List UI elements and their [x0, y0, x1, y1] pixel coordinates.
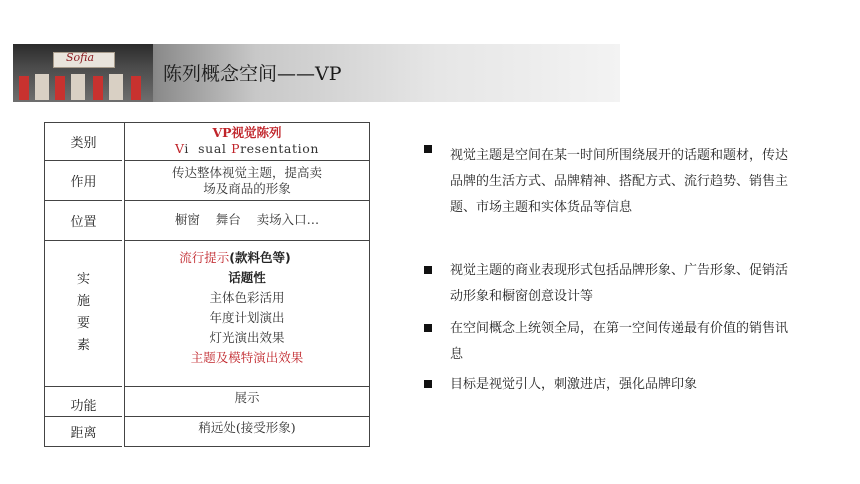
header-banner — [13, 44, 620, 102]
square-bullet-icon — [424, 324, 432, 332]
vp-table — [44, 122, 370, 446]
row-value-position: 橱窗 舞台 卖场入口… — [124, 200, 370, 240]
row-label-position: 位置 — [44, 200, 122, 240]
bullet-item: 在空间概念上统领全局，在第一空间传递最有价值的销售讯息 — [424, 316, 792, 368]
row-value-role: 展示 — [124, 386, 370, 416]
store-photo — [13, 44, 153, 102]
bullet-item: 目标是视觉引人，刺激进店，强化品牌印象 — [424, 372, 792, 398]
row-value-function: 传达整体视觉主题，提高卖 场及商品的形象 — [124, 160, 370, 200]
row-value-elements: 流行提示(款料色等) 话题性 主体色彩活用 年度计划演出 灯光演出效果 主题及模特演出效果 — [124, 240, 370, 386]
square-bullet-icon — [424, 145, 432, 153]
square-bullet-icon — [424, 266, 432, 274]
store-sign-text: Sofia — [66, 51, 95, 64]
model-effect: 主题及模特演出效果 — [190, 350, 304, 365]
row-label-elements: 实 施 要 素 — [44, 240, 122, 386]
row-label-role: 功能 — [44, 386, 122, 416]
bullet-item: 视觉主题的商业表现形式包括品牌形象、广告形象、促销活动形象和橱窗创意设计等 — [424, 258, 792, 310]
square-bullet-icon — [424, 380, 432, 388]
category-en: Vi sual Presentation — [175, 141, 319, 156]
category-cn: VP视觉陈列 — [212, 125, 282, 140]
row-label-category: 类别 — [44, 122, 122, 160]
row-value-distance: 稍远处(接受形象) — [124, 416, 370, 446]
row-label-distance: 距离 — [44, 416, 122, 446]
page-title: 陈列概念空间——VP — [163, 63, 342, 85]
store-sign — [53, 52, 115, 68]
row-value-category — [124, 122, 370, 160]
row-label-function: 作用 — [44, 160, 122, 200]
bullet-item: 视觉主题是空间在某一时间所围绕展开的话题和题材，传达品牌的生活方式、品牌精神、搭配方式、流行趋势、销售主题、市场主题和实体货品等信息 — [424, 143, 792, 247]
trend-hint: 流行提示 — [179, 250, 230, 265]
